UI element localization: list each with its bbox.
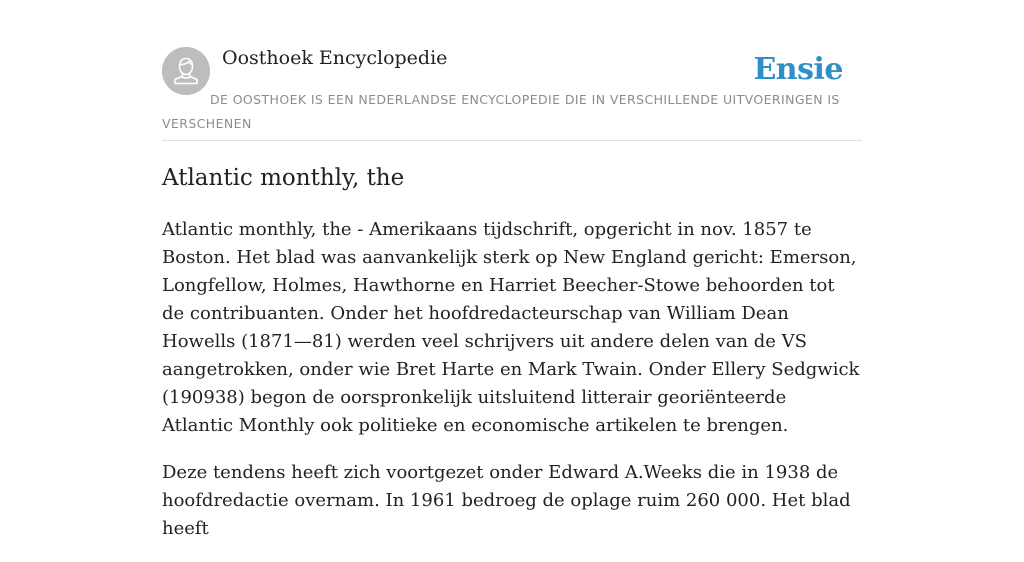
source-header (162, 0, 862, 141)
article-body (162, 216, 862, 562)
article-paragraph: Deze tendens heeft zich voortgezet onder Edward A.Weeks die in 1938 de hoofdredactie overnam. In 1961 bedroeg de oplage ruim 260 000. Het blad heeft (162, 462, 851, 539)
source-description: DE OOSTHOEK IS EEN NEDERLANDSE ENCYCLOPEDIE DIE IN VERSCHILLENDE UITVOERINGEN IS VERSCHENEN (162, 92, 840, 131)
article-title: Atlantic monthly, the (162, 165, 405, 191)
article-paragraph: Atlantic monthly, the - Amerikaans tijdschrift, opgericht in nov. 1857 te Boston. Het blad was aanvankelijk sterk op New England gericht: Emerson, Longfellow, Holmes, Hawthorne en Harriet Beecher-Stowe behoorden tot de contribuanten. Onder het hoofdredacteurschap van William Dean Howells (1871—81) werden veel schrijvers uit andere delen van de VS aangetrokken, onder wie Bret Harte en Mark Twain. Onder Ellery Sedgwick (190938) begon de oorspronkelijk uitsluitend litterair georiënteerde Atlantic Monthly ook politieke en economische artikelen te brengen. (162, 219, 860, 436)
ensie-logo[interactable]: Ensie (753, 52, 843, 87)
article-container (162, 0, 862, 539)
source-name[interactable]: Oosthoek Encyclopedie (222, 47, 448, 69)
